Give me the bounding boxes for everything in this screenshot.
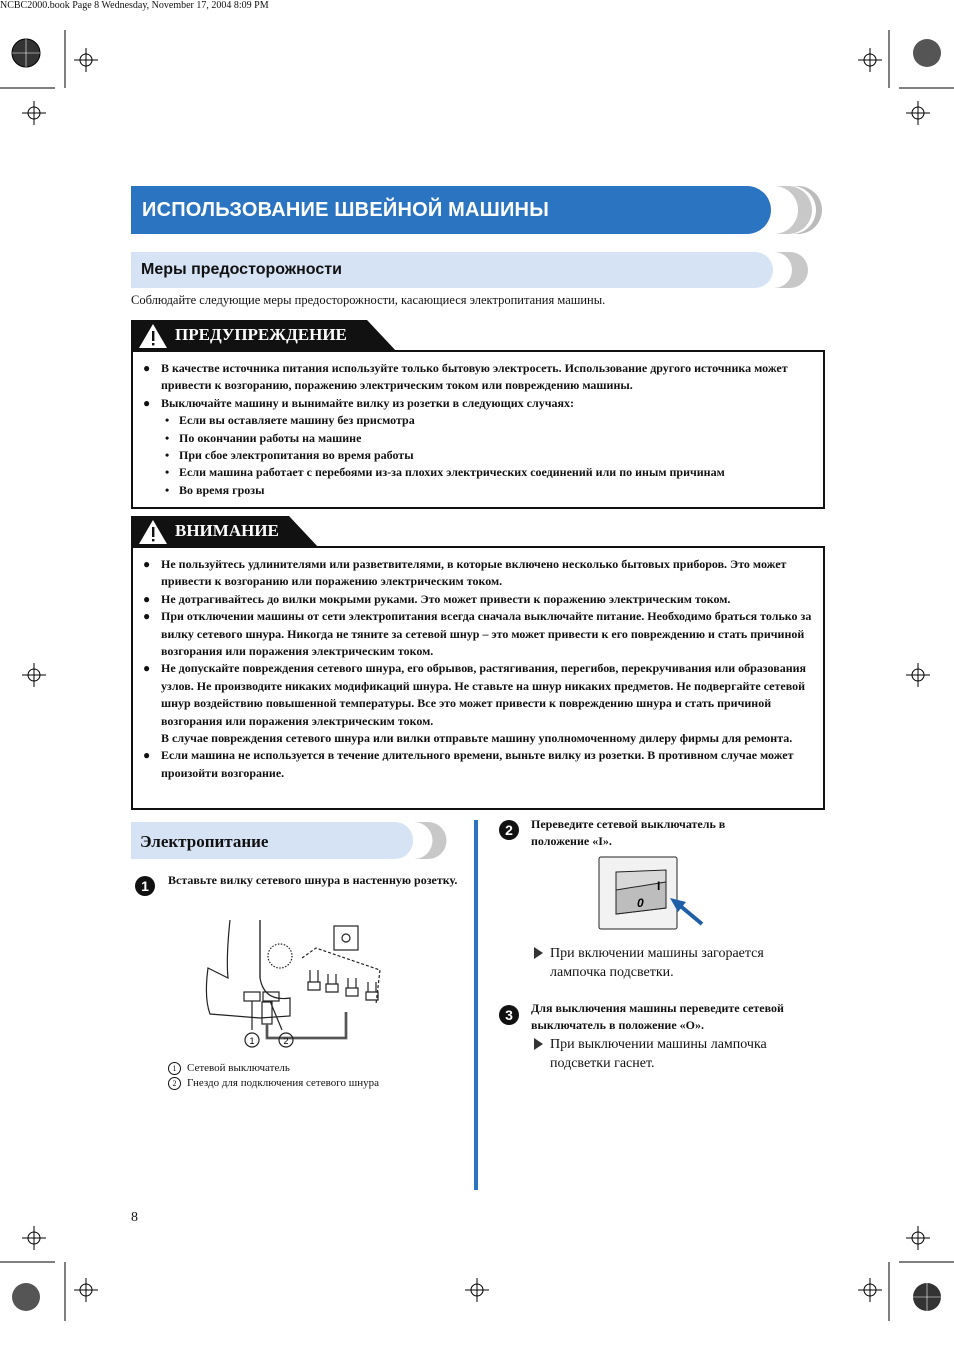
page-number: 8 [131,1210,138,1225]
bullet-icon: ● [143,361,151,375]
list-item: ● Если машина не используется в течение длительного времени, выньте вилку из розетки. В противном случае может произойти возгорание. [143,748,794,780]
legend-item-2: 2 Гнездо для подключения сетевого шнура [168,1076,379,1091]
list-item: ● Не дотрагивайтесь до вилки мокрыми руками. Это может привести к поражению электрическим током. [143,591,815,608]
warning-label: ПРЕДУПРЕЖДЕНИЕ [175,325,347,344]
print-header: NCBC2000.book Page 8 Wednesday, November 17, 2004 8:09 PM [0,0,269,11]
warning-box [131,350,825,509]
switch-off-mark: 0 [637,896,644,910]
callout-1: 1 [249,1036,255,1046]
machine-plug-illustration [200,918,400,1058]
crosshair-icon [465,1278,489,1302]
title-bar-end-caps [766,186,822,234]
bullet-icon: ● [143,557,151,571]
registration-target-icon [913,39,941,67]
caution-label: ВНИМАНИЕ [175,521,279,540]
registration-target-icon [12,1283,40,1311]
step-3-number: 3 [499,1005,519,1025]
crosshair-icon [906,663,930,687]
list-item: ● При отключении машины от сети электропитания всегда сначала выключайте питание. Необходимо браться только за вилку сетевого шнура. Никогда не тяните за сетевой шнур – это может привести к его повреждению и стать причиной возгорания или поражения электрическим током. [143,609,812,659]
caution-box [131,546,825,810]
step-3-text: Для выключения машины переведите сетевой выключатель в положение «O». [531,1001,784,1032]
crosshair-icon [858,1278,882,1302]
result-arrow-icon [534,947,543,959]
registration-target-icon [913,1283,941,1311]
power-heading-end-cap [408,822,460,859]
sub-list-item: • Во время грозы [165,482,265,497]
registration-target-icon [12,39,40,67]
column-divider [474,820,478,1190]
bullet-icon: ● [143,395,151,410]
bullet-icon: ● [143,591,151,606]
legend-marker: 1 [168,1062,181,1075]
caution-list [143,556,815,782]
crosshair-icon [22,101,46,125]
bullet-icon: ● [143,609,151,624]
heading-bar-end-cap [768,252,822,288]
list-item: ● Не пользуйтесь удлинителями или разветвителями, в которые включено несколько бытовых приборов. Это может привести к возгоранию или поражению электрическим током. [143,557,787,589]
bullet-icon: ● [143,661,151,676]
list-item: ● В качестве источника питания используйте только бытовую электросеть. Использование другого источника может привести к возгоранию, поражению электрическим током или повреждению машины. [143,361,788,393]
legend-marker: 2 [168,1077,181,1090]
legend-item-1: 1 Сетевой выключатель [168,1061,379,1076]
result-arrow-icon [534,1038,543,1050]
bullet-icon: ● [143,748,151,763]
step-1-number: 1 [135,876,155,896]
step-2-result: При включении машины загорается лампочка подсветки. [550,944,820,982]
callout-2: 2 [283,1036,289,1046]
switch-on-mark: I [657,879,661,893]
crosshair-icon [906,101,930,125]
list-item: ● Не допускайте повреждения сетевого шнура, его обрывов, растягивания, перегибов, перекручивания или образования узлов. Не производите никаких модификаций шнура. Не ставьте на шнур никаких предметов. Не подвергайте сетевой шнур воздействию повышенной температуры. Все это может привести к повреждению шнура и стать причиной возгорания или поражения электрическим током. В случае повреждения сетевого шнура или вилки отправьте машину уполномоченному дилеру фирмы для ремонта. [143,661,807,746]
step-3-result: При выключении машины лампочка подсветки гаснет. [550,1035,830,1073]
step-2-number: 2 [499,820,519,840]
page-title: ИСПОЛЬЗОВАНИЕ ШВЕЙНОЙ МАШИНЫ [142,199,549,221]
list-item: ● Выключайте машину и вынимайте вилку из розетки в следующих случаях: [143,395,815,412]
sub-list-item: • По окончании работы на машине [165,430,362,445]
step-1-text: Вставьте вилку сетевого шнура в настенную розетку. [168,873,458,887]
warning-list [143,360,815,499]
power-heading: Электропитание [140,832,269,851]
figure-legend [168,1061,379,1091]
crosshair-icon [74,48,98,72]
sub-list-item: • При сбое электропитания во время работы [165,448,414,463]
power-switch-illustration [598,856,708,932]
crosshair-icon [858,48,882,72]
crosshair-icon [74,1278,98,1302]
precautions-heading: Меры предосторожности [141,261,342,278]
crosshair-icon [22,1226,46,1250]
step-2-text: Переведите сетевой выключатель в положение «I». [531,817,726,848]
precautions-intro: Соблюдайте следующие меры предосторожности, касающиеся электропитания машины. [131,293,606,307]
crosshair-icon [906,1226,930,1250]
crosshair-icon [22,663,46,687]
sub-list-item: • Если вы оставляете машину без присмотра [165,413,415,428]
sub-list-item: • Если машина работает с перебоями из-за плохих электрических соединений или по иным причинам [165,465,725,480]
